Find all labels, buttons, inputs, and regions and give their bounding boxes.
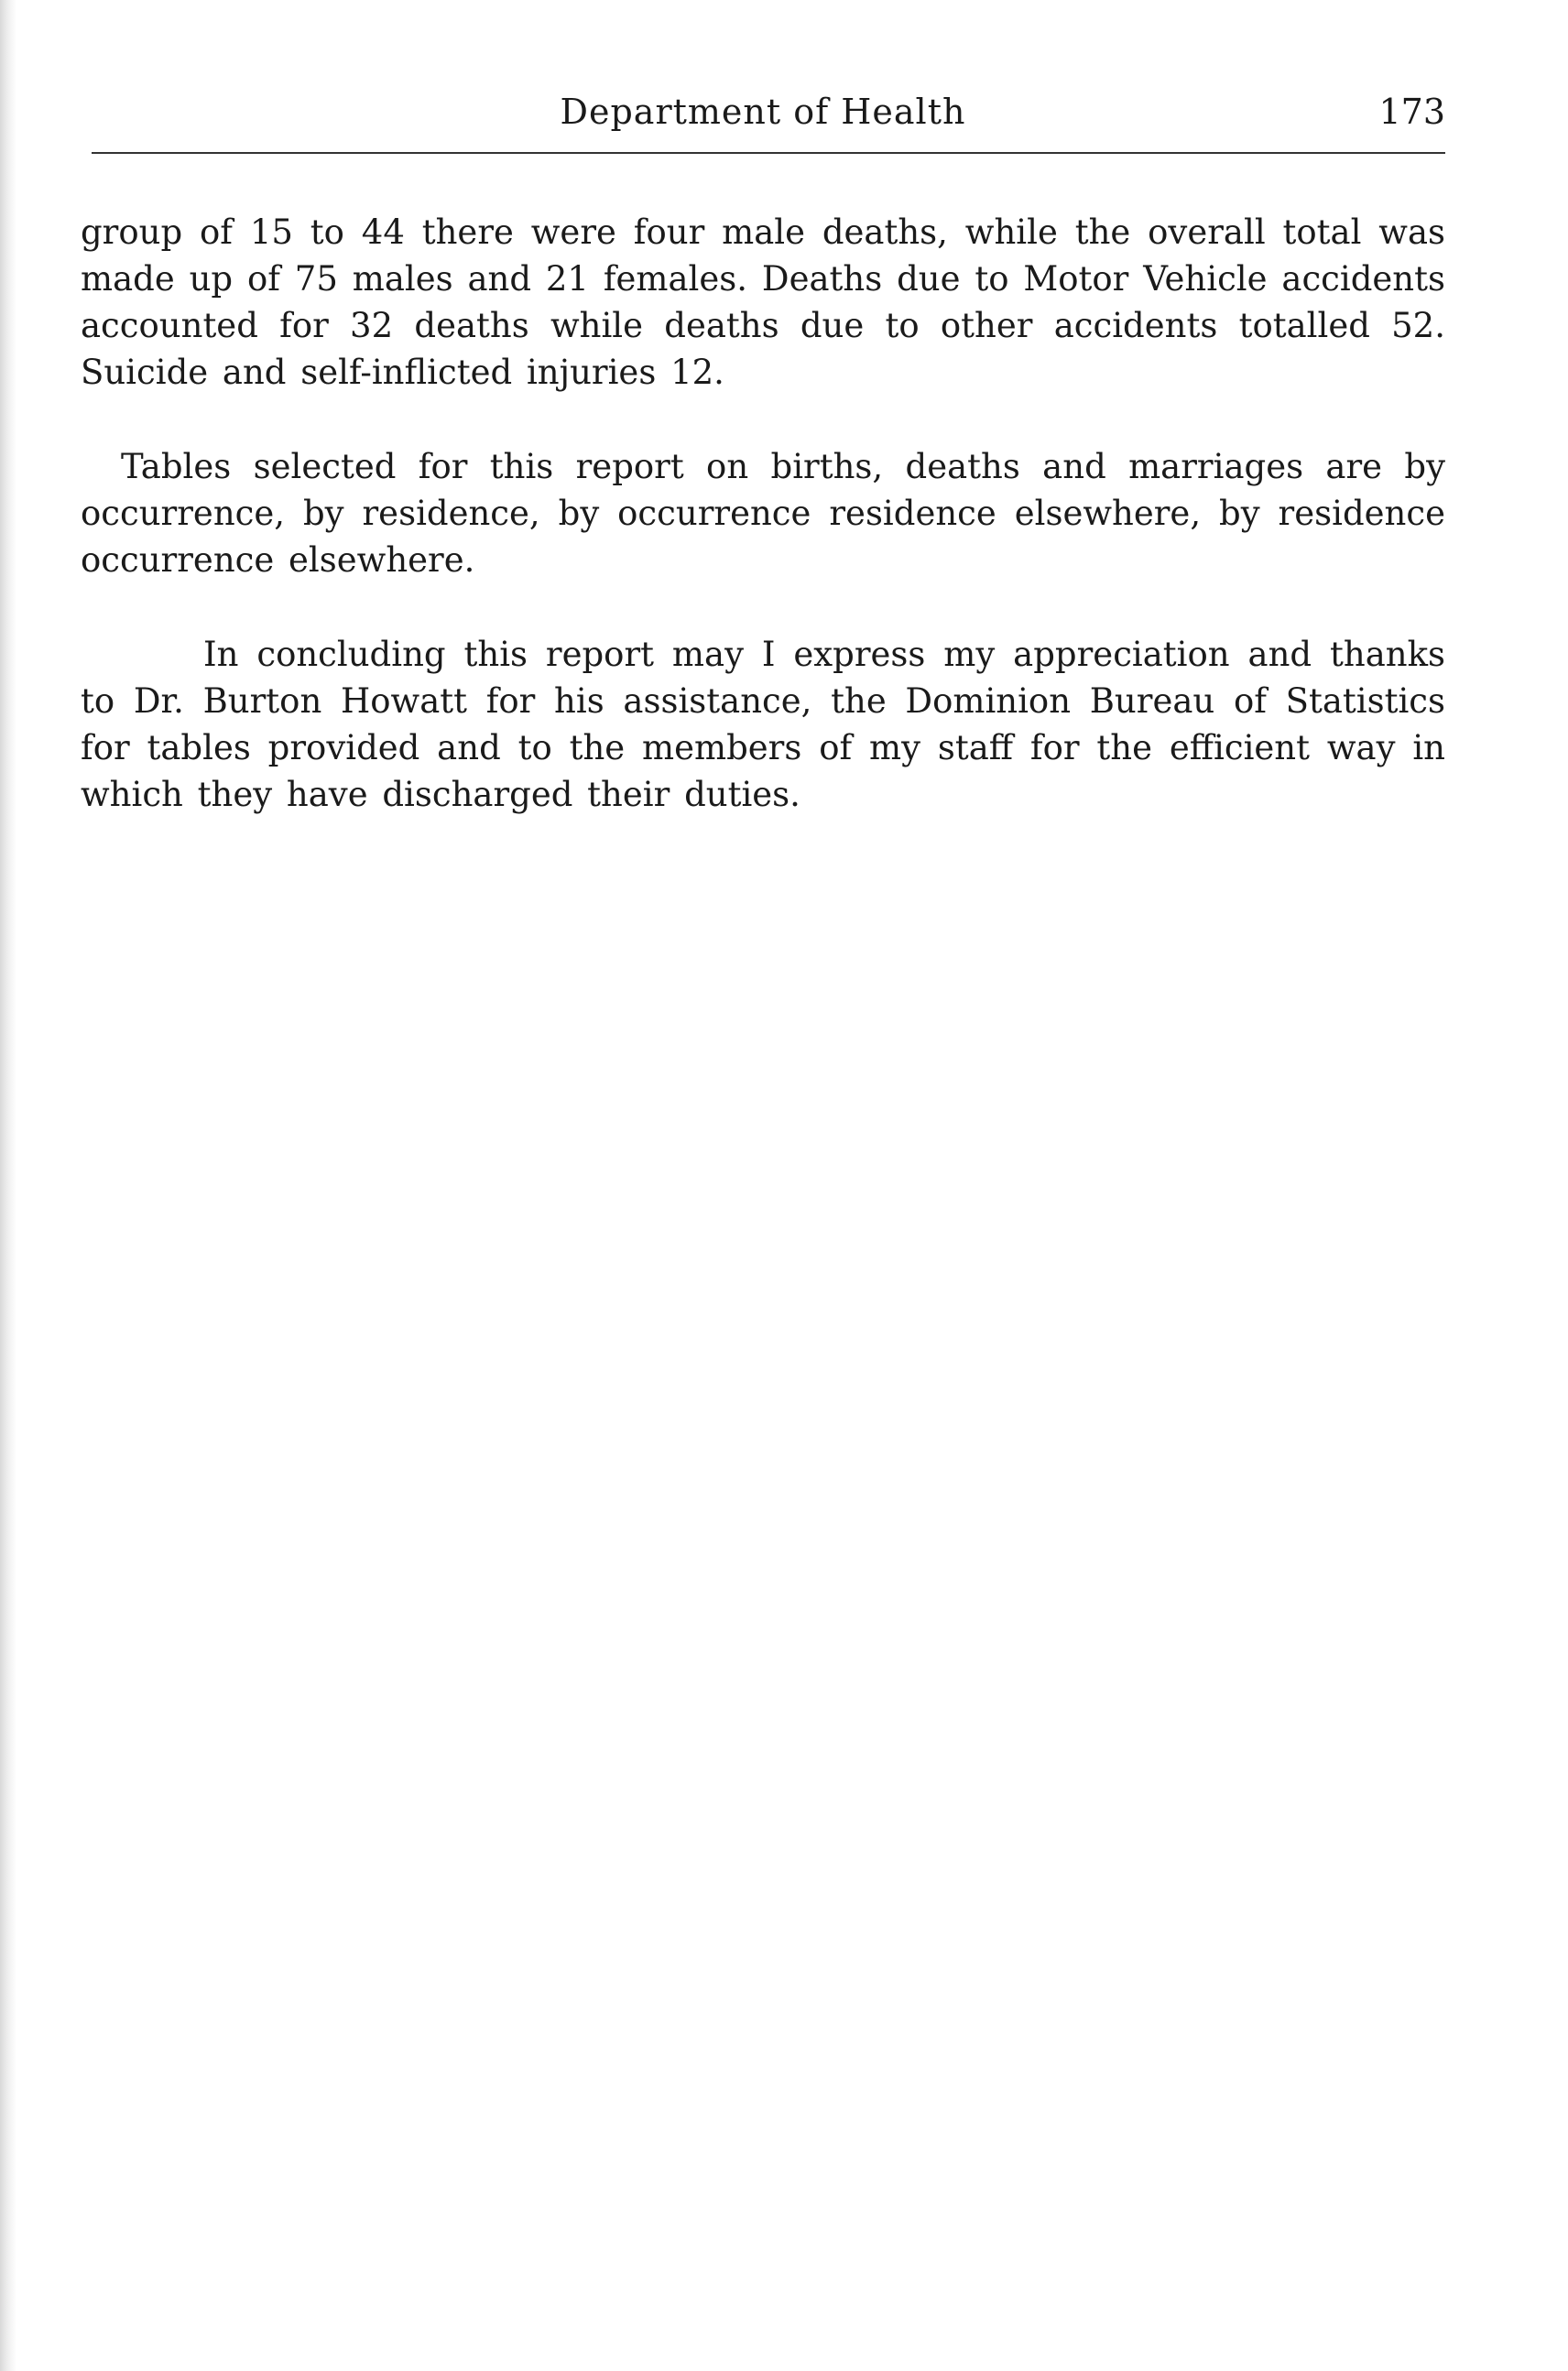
paragraph-deaths-summary: group of 15 to 44 there were four male deaths, while the overall total was made up of 75 males and 21 females. Deaths due to Motor Vehicle accidents accounted for 32 deaths while deaths due to other accidents totalled 52. Suicide and self-inflicted injuries 12. (81, 212, 1445, 392)
page-number: 173 (1378, 92, 1445, 132)
header-rule (92, 152, 1445, 154)
running-header (81, 92, 1445, 150)
running-header-title: Department of Health (560, 92, 966, 132)
paragraph-tables-selected: Tables selected for this report on births, deaths and marriages are by occurrence, by residence, by occurrence residence elsewhere, by residence occurrence elsewhere. (81, 447, 1445, 580)
document-page (81, 92, 1445, 818)
paragraph-acknowledgements: In concluding this report may I express my appreciation and thanks to Dr. Burton Howatt for his assistance, the Dominion Bureau of Statistics for tables provided and to the members of my staff for the efficient way in which they have discharged their duties. (81, 635, 1445, 814)
scan-gutter-shadow (0, 0, 16, 2371)
